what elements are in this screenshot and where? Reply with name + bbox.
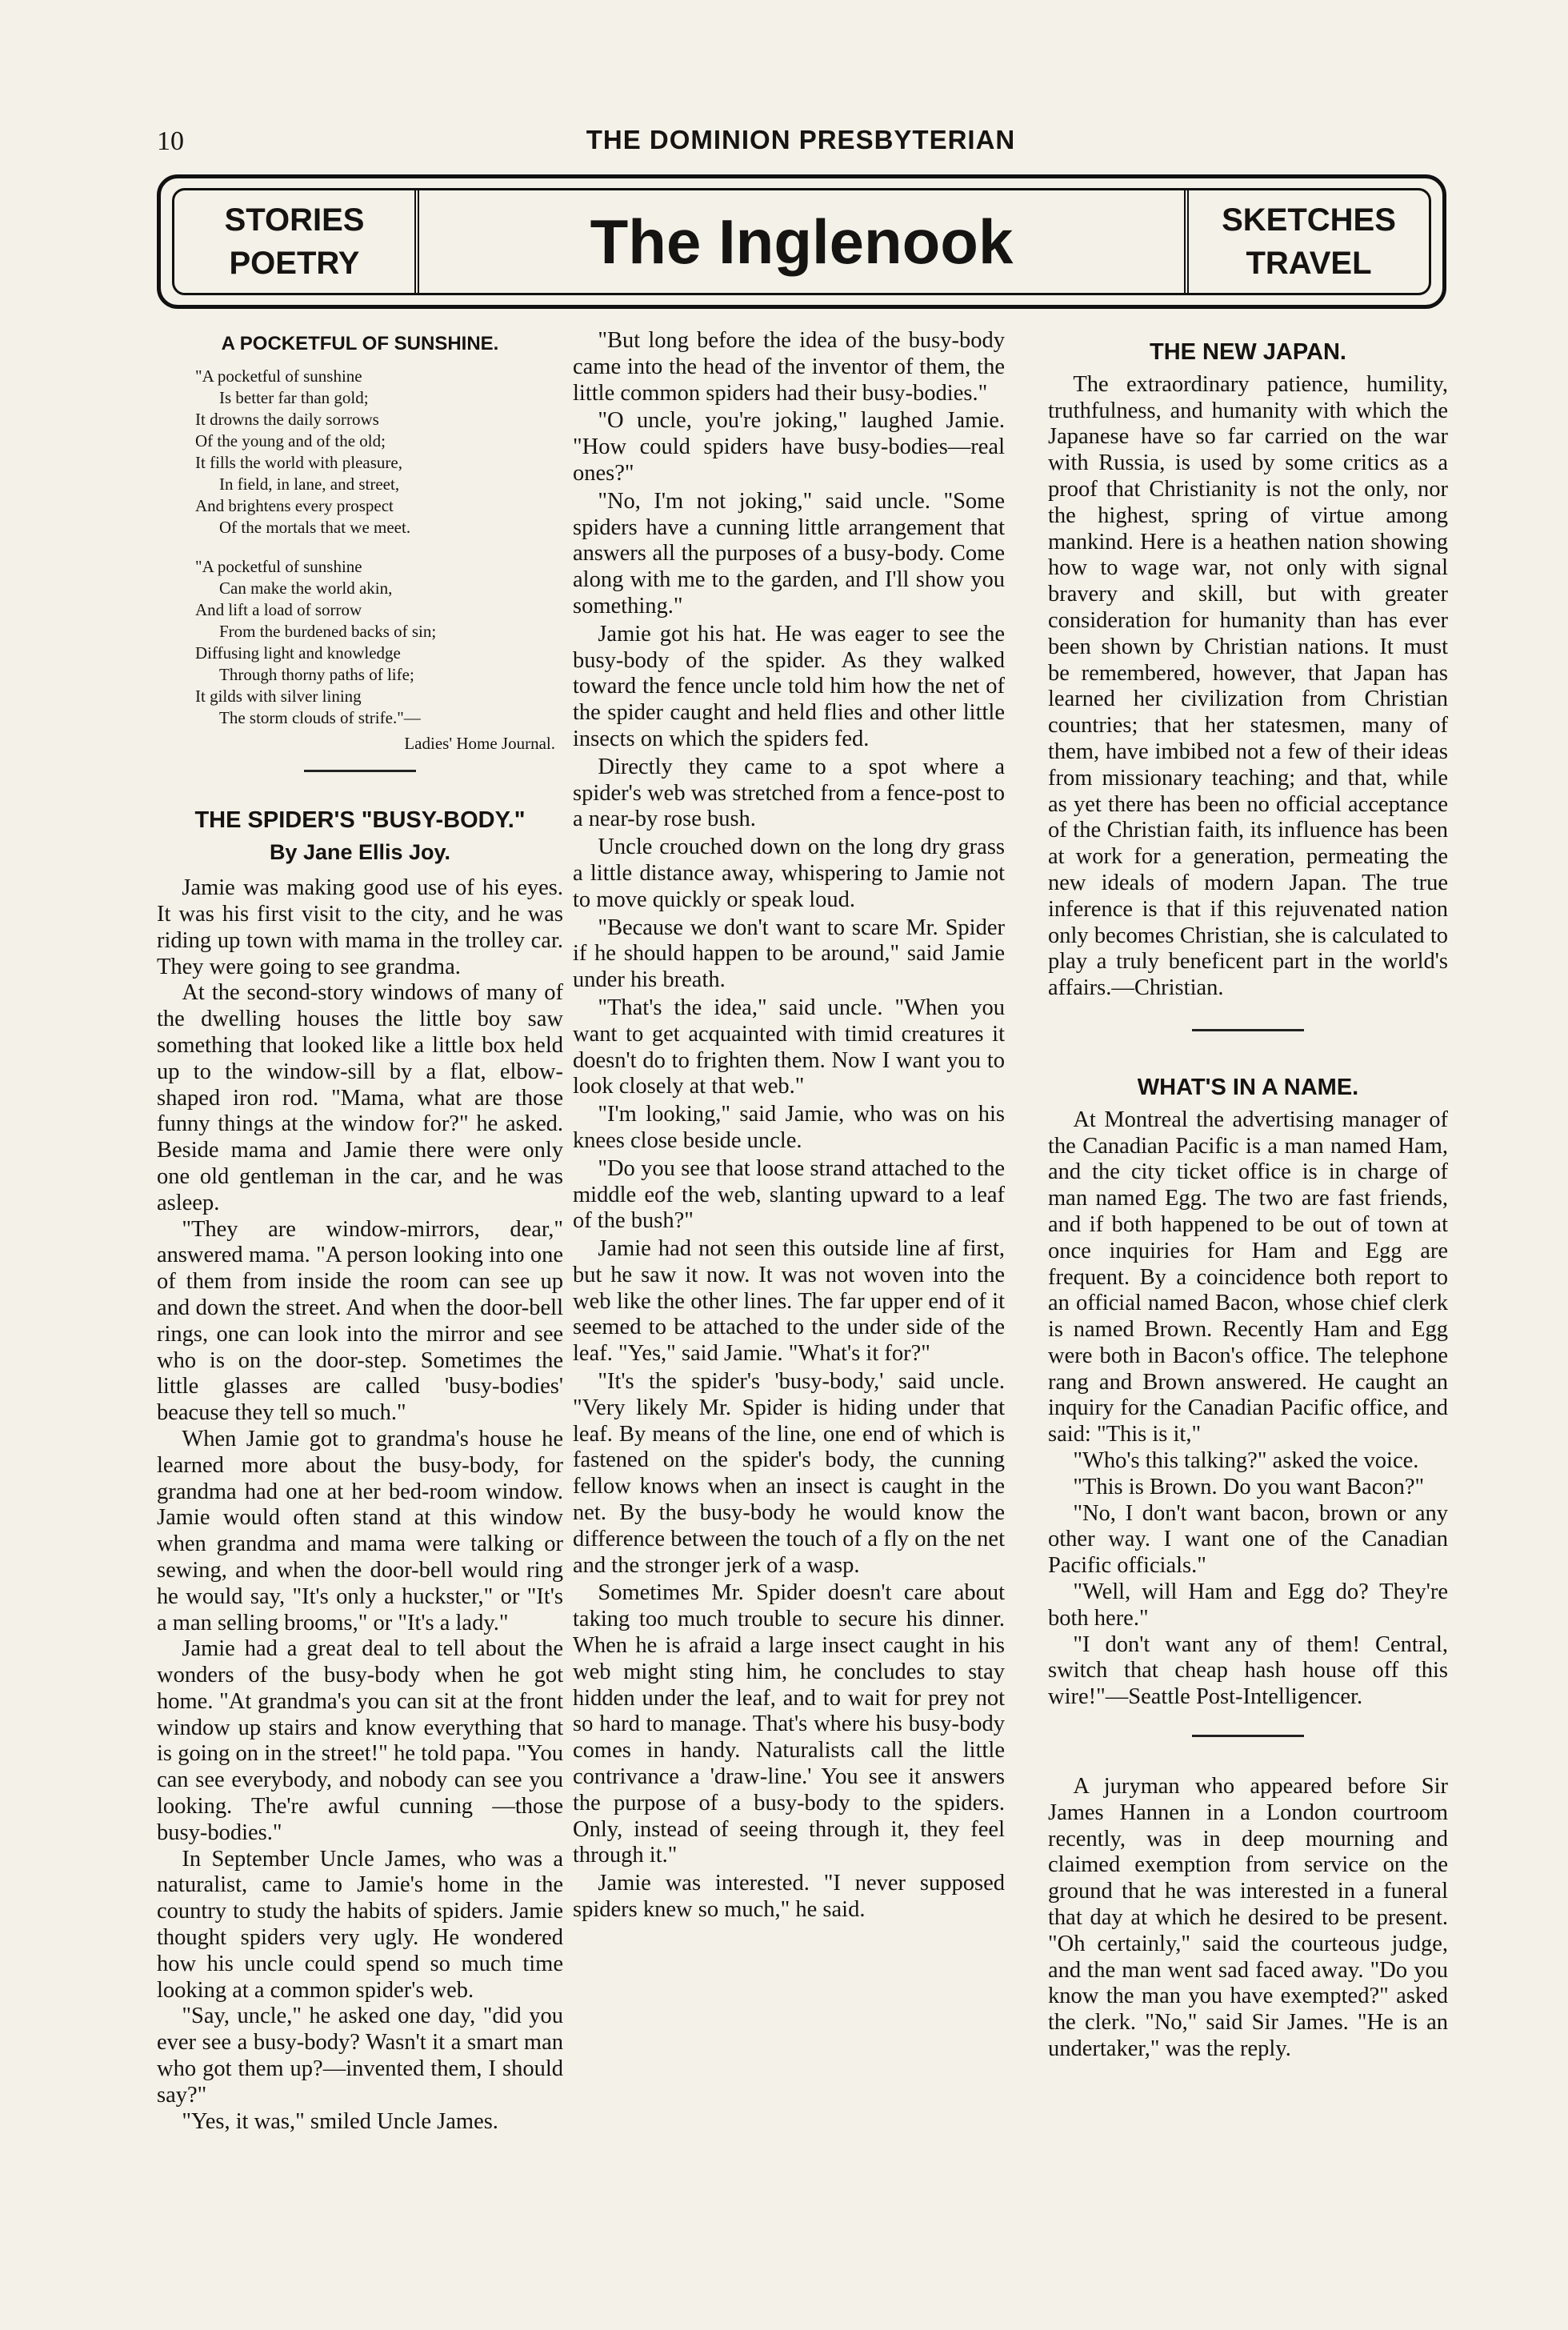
journal-title: THE DOMINION PRESBYTERIAN (586, 125, 1016, 154)
divider-rule (304, 770, 416, 772)
story-paragraph: Uncle crouched down on the long dry grass a little distance away, whispering to Jamie not to move quickly or speak loud. (573, 835, 1005, 912)
story-paragraph: Jamie had not seen this outside line af first, but he saw it now. It was not woven into the web like the other lines. The far upper end of it seemed to be attached to the under side of the leaf. "Yes," said Jamie. "What's it for?" (573, 1236, 1005, 1367)
poem (195, 366, 563, 729)
story-paragraph: Jamie was interested. "I never supposed spiders knew so much," he said. (573, 1871, 1005, 1923)
story-byline: By Jane Ellis Joy. (269, 840, 451, 865)
column-1 (157, 328, 563, 2135)
banner-right-box (1184, 190, 1429, 293)
whats-in-a-name-paragraph: "Who's this talking?" asked the voice. (1073, 1448, 1419, 1474)
story-paragraph: "It's the spider's 'busy-body,' said uncle. "Very likely Mr. Spider is hiding under that leaf. By means of the line, one end of which is fastened on the spider's body, the cunning fellow knows when an insect is caught in the net. By the busy-body he would know the difference between the touch of a fly on the net and the stronger jerk of a wasp. (573, 1369, 1005, 1578)
whats-in-a-name-paragraph: "Well, will Ham and Egg do? They're both here." (1048, 1579, 1448, 1631)
story-paragraph: In September Uncle James, who was a naturalist, came to Jamie's home in the country to study the habits of spiders. Jamie thought spiders very ugly. He wondered how his uncle could spend so much time looking at a common spider's web. (157, 1846, 563, 2003)
banner-left-line-1: STORIES (224, 202, 365, 238)
divider-rule (1192, 1029, 1304, 1031)
poem-line: Through thorny paths of life; (219, 664, 414, 684)
poem-line: Diffusing light and knowledge (195, 643, 401, 663)
story-paragraph: When Jamie got to grandma's house he learned more about the busy-body, for grandma had one at her bed-room window. Jamie would often stand at this window when grandma and mama were talking or sewing, and when the door-bell would ring he would say, "It's only a huckster," or "It's a man selling brooms," or "It's a lady." (157, 1426, 563, 1635)
poem-source: Ladies' Home Journal. (404, 733, 555, 753)
column-2 (573, 328, 1005, 1925)
page-number: 10 (157, 126, 184, 156)
banner-left-line-2: POETRY (229, 246, 360, 281)
story-paragraph: "That's the idea," said uncle. "When you want to get acquainted with timid creatures it doesn't do to frighten them. Now I want you to look closely at that web." (573, 995, 1005, 1099)
banner-right-line-2: TRAVEL (1246, 246, 1372, 281)
whats-in-a-name-paragraph: "I don't want any of them! Central, switch that cheap hash house off this wire!"—Seattle Post-Intelligencer. (1048, 1631, 1448, 1710)
running-head (157, 120, 1445, 168)
new-japan-text: The extraordinary patience, humility, truthfulness, and humanity with which the Japanese have so far carried on the war with Russia, is used by some critics as a proof that Christianity is not the only, nor the highest, spring of virtue among mankind. Here is a heathen nation showing how to wage war, not only with signal bravery and skill, but with greater consideration for humanity than has ever been shown by Christian nations. It must be remembered, however, that Japan has learned her civilization from Christian countries; that her statesmen, many of them, have imbibed not a few of their ideas from missionary teaching; and that, while as yet there has been no official acceptance of the Christian faith, its influence has been at work for a generation, permeating the new ideals of modern Japan. The true inference is that if this rejuvenated nation only becomes Christian, she is calculated to play a truly beneficent part in the world's affairs.—Christian. (1048, 371, 1448, 1001)
story-paragraph: Jamie got his hat. He was eager to see the busy-body of the spider. As they walked toward the fence uncle told him how the net of the spider caught and held flies and other little insects on which the spiders fed. (573, 621, 1005, 751)
poem-line: It fills the world with pleasure, (195, 452, 402, 472)
poem-line: And lift a load of sorrow (195, 599, 362, 619)
whats-in-a-name-title: WHAT'S IN A NAME. (1137, 1074, 1359, 1100)
poem-line: "A pocketful of sunshine (195, 366, 362, 386)
banner-inner-frame (172, 188, 1431, 295)
poem-line: It gilds with silver lining (195, 686, 362, 706)
whats-in-a-name-paragraph: At Montreal the advertising manager of the Canadian Pacific is a man named Ham, and the city ticket office is in charge of man named Egg. The two are fast friends, and if both happened to be out of town at once inquiries for Ham and Egg are frequent. By a coincidence both report to an official named Bacon, whose chief clerk is named Brown. Recently Ham and Egg were both in Bacon's office. The telephone rang and Brown answered. He caught an inquiry for the Canadian Pacific office, and said: "This is it," (1048, 1107, 1448, 1447)
poem-line: Of the young and of the old; (195, 430, 386, 450)
story-paragraph: "Do you see that loose strand attached to the middle eof the web, slanting upward to a leaf of the bush?" (573, 1155, 1005, 1234)
divider-rule (1192, 1735, 1304, 1737)
banner-left-box (174, 190, 419, 293)
poem-line: In field, in lane, and street, (219, 474, 400, 494)
story-title: THE SPIDER'S "BUSY-BODY." (194, 807, 526, 833)
story-paragraph: "They are window-mirrors, dear," answered mama. "A person looking into one of them from inside the room can see up and down the street. And when the door-bell rings, one can look into the mirror and see who is on the door-step. Sometimes the little glasses are called 'busy-bodies' beacuse they tell so much." (157, 1216, 563, 1426)
poem-line: From the burdened backs of sin; (219, 621, 437, 641)
new-japan-title: THE NEW JAPAN. (1150, 339, 1346, 365)
poem-line: It drowns the daily sorrows (195, 409, 379, 429)
poem-title: A POCKETFUL OF SUNSHINE. (221, 333, 499, 354)
banner-right-line-1: SKETCHES (1222, 202, 1396, 238)
story-paragraph: "No, I'm not joking," said uncle. "Some spiders have a cunning little arrangement that answers all the purposes of a busy-body. Come along with me to the garden, and I'll show you something." (573, 488, 1005, 619)
story-paragraph: Jamie was making good use of his eyes. It was his first visit to the city, and he was riding up town with mama in the trolley car. They were going to see grandma. (157, 875, 563, 979)
poem-line: The storm clouds of strife."— (219, 707, 421, 727)
section-title: The Inglenook (590, 206, 1014, 277)
section-banner (157, 174, 1446, 309)
poem-line: Is better far than gold; (219, 387, 369, 407)
story-paragraph: "But long before the idea of the busy-body came into the head of the inventor of them, the little common spiders had their busy-bodies." (573, 328, 1005, 406)
story-paragraph: "Say, uncle," he asked one day, "did you ever see a busy-body? Wasn't it a smart man who got them up?—invented them, I should say?" (157, 2004, 563, 2108)
story-paragraph: At the second-story windows of many of the dwelling houses the little boy saw something that looked like a little box held up to the window-sill by a flat, elbow-shaped iron rod. "Mama, what are those funny things at the window for?" he asked. Beside mama and Jamie there were only one old gentleman in the car, and he was asleep. (157, 980, 563, 1215)
poem-stanza-2 (195, 556, 563, 729)
poem-line: Can make the world akin, (219, 578, 393, 598)
poem-line: Of the mortals that we meet. (219, 517, 411, 537)
story-paragraph: Sometimes Mr. Spider doesn't care about taking too much trouble to secure his dinner. When he is afraid a large insect caught in his web might sting him, he concludes to stay hidden under the leaf, and to wait for prey not so hard to manage. That's where his busy-body comes in handy. Naturalists call the little contrivance a 'draw-line.' You see it answers the purpose of a busy-body to the spiders. Only, instead of seeing through it, they feel through it." (573, 1580, 1005, 1868)
poem-stanza-1 (195, 366, 563, 538)
story-paragraph: "O uncle, you're joking," laughed Jamie. "How could spiders have busy-bodies—real ones?" (573, 408, 1005, 486)
juryman-text: A juryman who appeared before Sir James Hannen in a London courtroom recently, was in deep mourning and claimed exemption from service on the ground that he was interested in a funeral that day at which he desired to be present. "Oh certainly," said the courteous judge, and the man went sad faced away. "Do you know the man you have exempted?" asked the clerk. "No," said Sir James. "He is an undertaker," was the reply. (1048, 1774, 1448, 2062)
poem-line: And brightens every prospect (195, 495, 394, 515)
column-3 (1048, 328, 1448, 2063)
story-paragraph: Jamie had a great deal to tell about the wonders of the busy-body when he got home. "At grandma's you can sit at the front window up stairs and know everything that is going on in the street!" he told papa. "You can see everybody, and nobody can see you looking. The're awful cunning —those busy-bodies." (157, 1636, 563, 1845)
story-paragraph: "Yes, it was," smiled Uncle James. (182, 2108, 498, 2134)
poem-line: "A pocketful of sunshine (195, 556, 362, 576)
story-paragraph: Directly they came to a spot where a spider's web was stretched from a fence-post to a near-by rose bush. (573, 754, 1005, 832)
whats-in-a-name-paragraph: "This is Brown. Do you want Bacon?" (1073, 1474, 1425, 1499)
whats-in-a-name-paragraph: "No, I don't want bacon, brown or any other way. I want one of the Canadian Pacific officials." (1048, 1500, 1448, 1579)
story-paragraph: "Because we don't want to scare Mr. Spider if he should happen to be around," said Jamie under his breath. (573, 915, 1005, 993)
story-paragraph: "I'm looking," said Jamie, who was on his knees close beside uncle. (573, 1102, 1005, 1153)
